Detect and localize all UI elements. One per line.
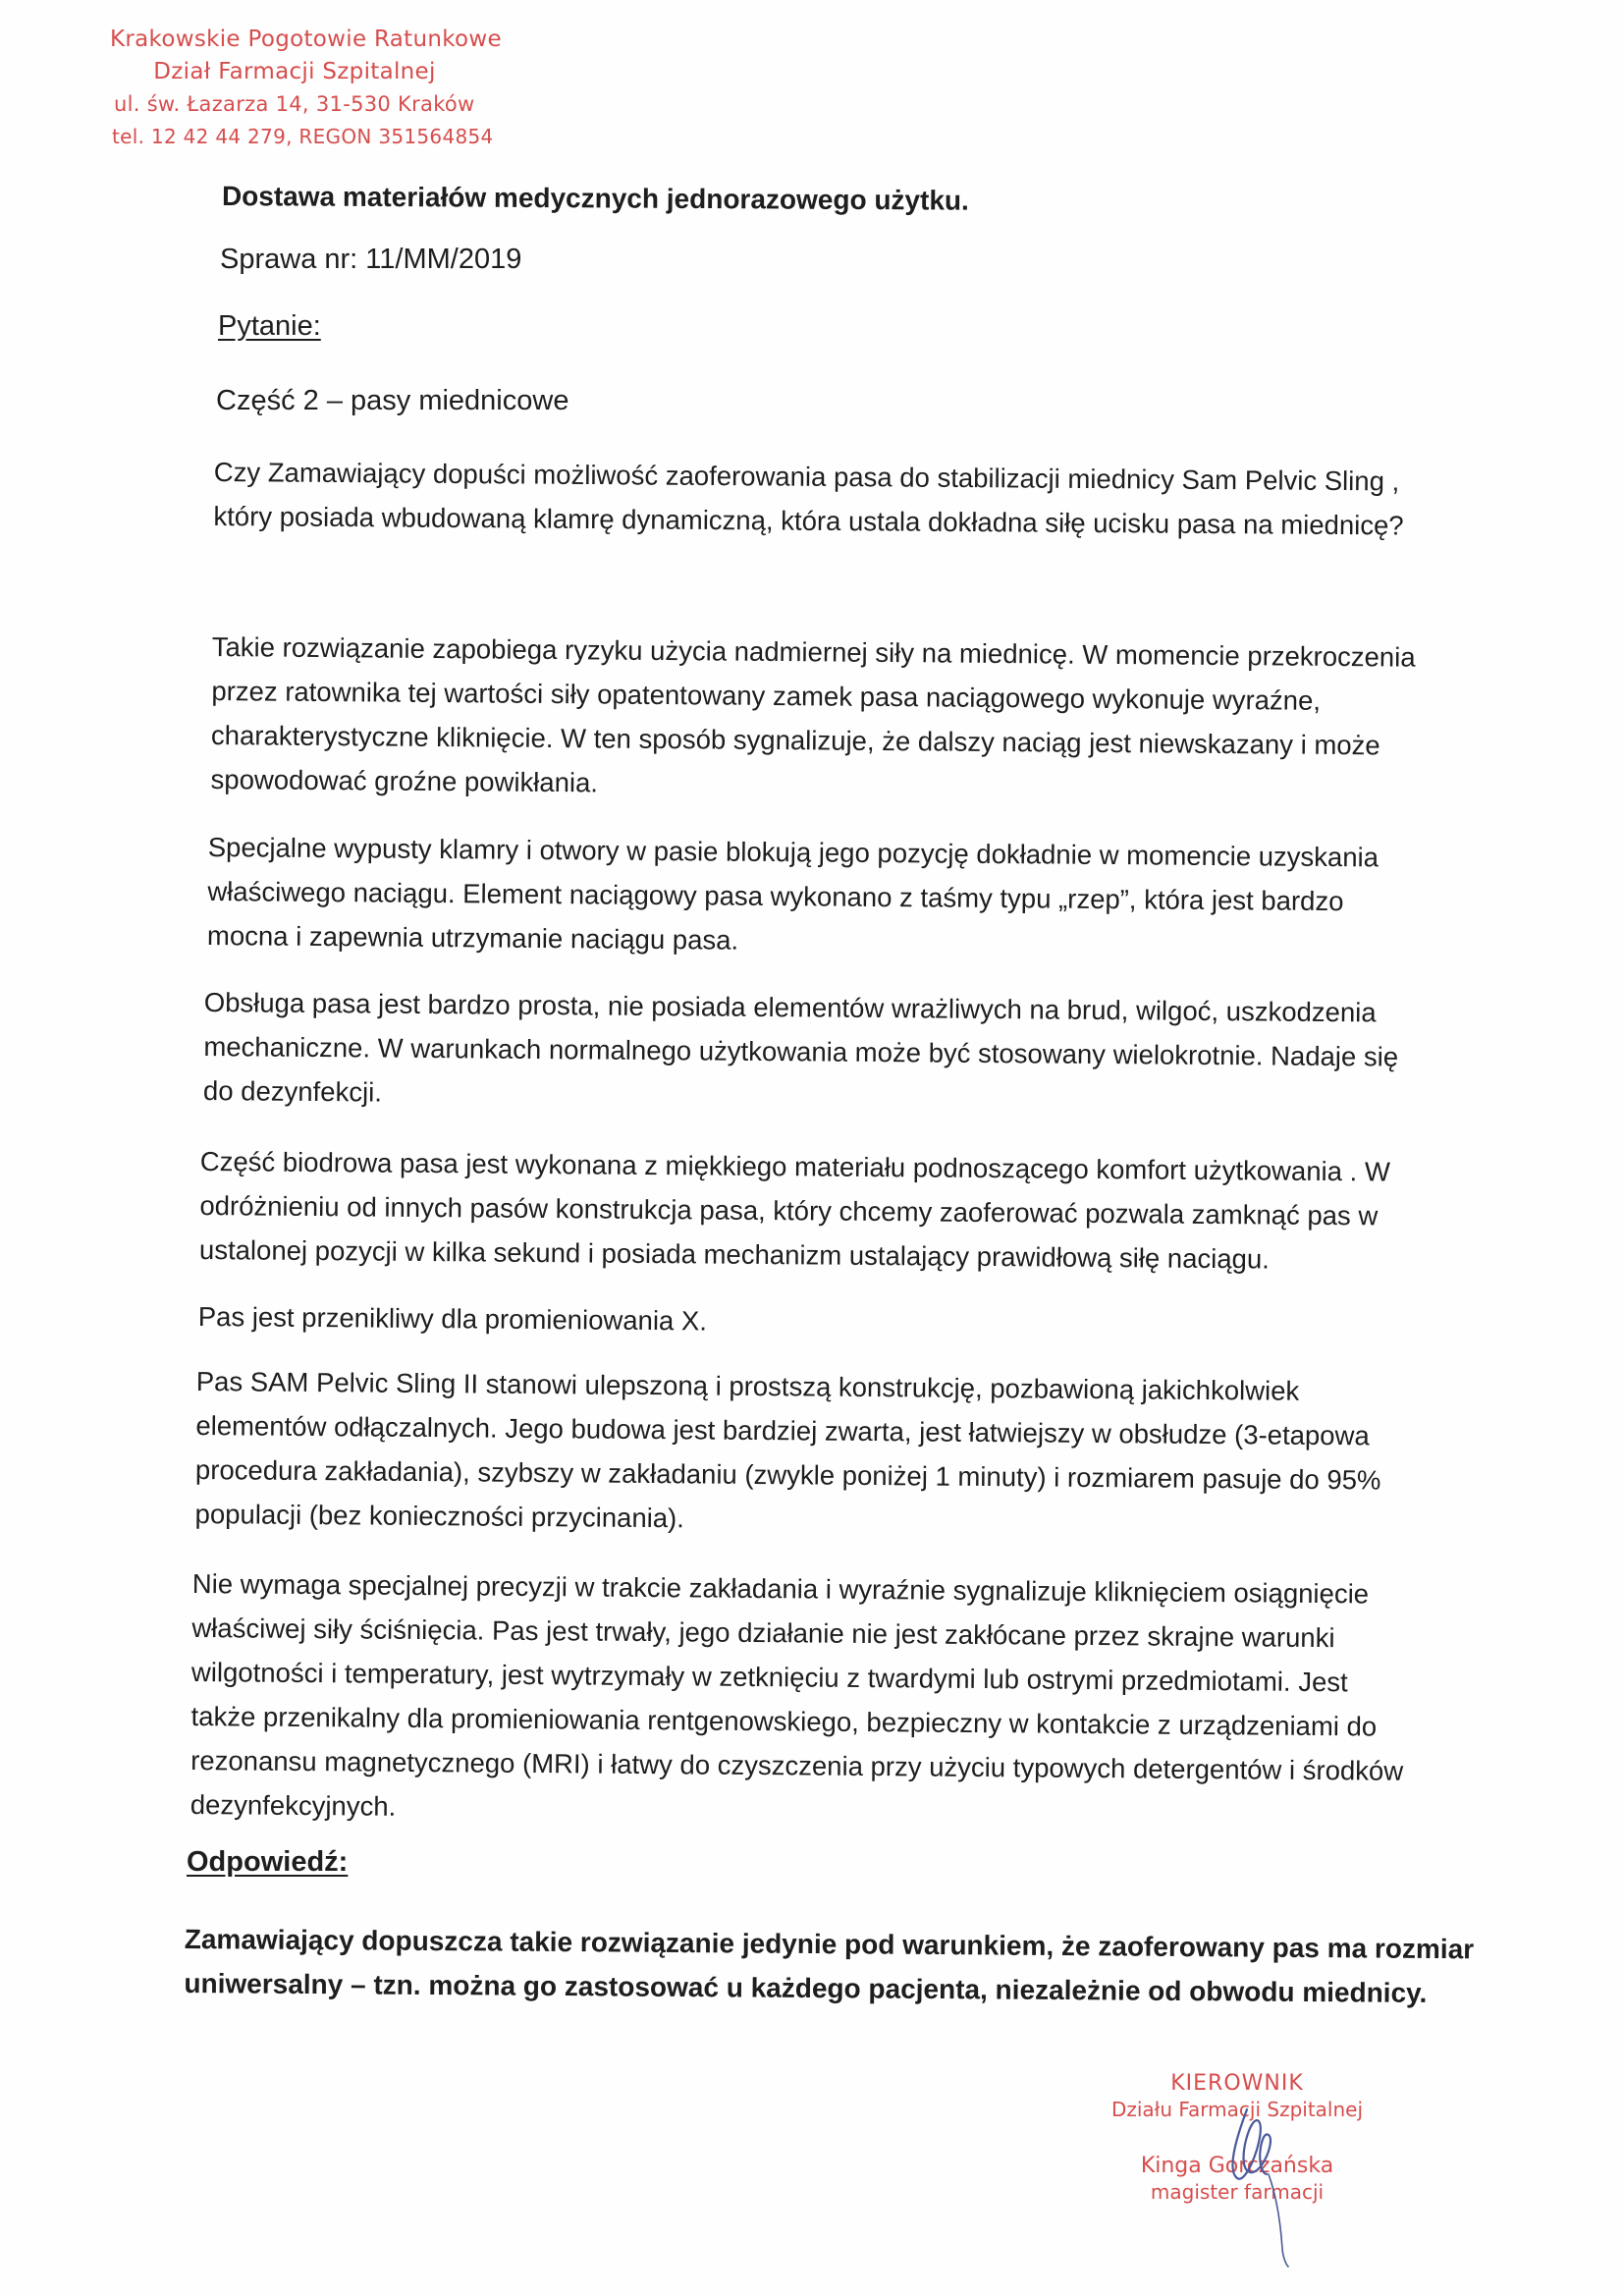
paragraph-line: rezonansu magnetycznego (MRI) i łatwy do czyszczenia przy użyciu typowych detergentów i środków bbox=[190, 1744, 1404, 1786]
paragraph-line: uniwersalny – tzn. można go zastosować u każdego pacjenta, niezależnie od obwodu miednicy. bbox=[184, 1967, 1428, 2008]
body-paragraph-3 bbox=[203, 980, 1399, 1123]
paragraph-line: właściwej siły ściśnięcia. Pas jest trwały, jego działanie nie jest zakłócane przez skrajne warunki bbox=[191, 1612, 1335, 1654]
paragraph-line: do dezynfekcji. bbox=[202, 1074, 383, 1108]
answer-paragraph bbox=[184, 1917, 1474, 2015]
stamp-signer-name: Kinga Gorczańska bbox=[1140, 2154, 1334, 2178]
body-paragraph-5 bbox=[198, 1294, 708, 1343]
paragraph-line: ustalonej pozycji w kilka sekund i posiada mechanizm ustalający prawidłową siłę naciągu. bbox=[198, 1233, 1270, 1275]
paragraph-line: Część biodrowa pasa jest wykonana z miękkiego materiału podnoszącego komfort użytkowania . W bbox=[199, 1145, 1391, 1187]
handwritten-signature bbox=[1208, 2102, 1345, 2269]
paragraph-line: przez ratownika tej wartości siły opatentowany zamek pasa naciągowego wykonuje wyraźne, bbox=[211, 675, 1322, 716]
stamp-contact: tel. 12 42 44 279, REGON 351564854 bbox=[112, 125, 494, 148]
paragraph-line: Pas SAM Pelvic Sling II stanowi ulepszoną i prostszą konstrukcję, pozbawioną jakichkolwiek bbox=[195, 1365, 1300, 1406]
paragraph-line: Obsługa pasa jest bardzo prosta, nie posiada elementów wrażliwych na brud, wilgoć, uszkodzenia bbox=[203, 986, 1377, 1028]
paragraph-line: Specjalne wypusty klamry i otwory w pasie blokują jego pozycję dokładnie w momencie uzyskania bbox=[207, 831, 1380, 873]
paragraph-line: Zamawiający dopuszcza takie rozwiązanie jedynie pod warunkiem, że zaoferowany pas ma rozmiar bbox=[184, 1923, 1475, 1965]
question-paragraph bbox=[213, 450, 1404, 548]
body-paragraph-4 bbox=[199, 1139, 1390, 1283]
stamp-address: ul. św. Łazarza 14, 31-530 Kraków bbox=[114, 92, 475, 116]
paragraph-line: procedura zakładania), szybszy w zakładaniu (zwykle poniżej 1 minuty) i rozmiarem pasuje do 95% bbox=[194, 1453, 1381, 1496]
stamp-department: Dział Farmacji Szpitalnej bbox=[153, 59, 436, 84]
stamp-organization-name: Krakowskie Pogotowie Ratunkowe bbox=[110, 27, 502, 52]
paragraph-line: mocna i zapewnia utrzymanie naciągu pasa. bbox=[206, 919, 739, 956]
paragraph-line: mechaniczne. W warunkach normalnego użytkowania może być stosowany wielokrotnie. Nadaje się bbox=[203, 1030, 1399, 1072]
document-title: Dostawa materiałów medycznych jednorazowego użytku. bbox=[221, 181, 969, 216]
part-heading: Część 2 – pasy miednicowe bbox=[216, 385, 569, 416]
paragraph-line: Nie wymaga specjalnej precyzji w trakcie zakładania i wyraźnie sygnalizuje kliknięciem osiągnięcie bbox=[191, 1567, 1370, 1610]
paragraph-line: elementów odłączalnych. Jego budowa jest bardziej zwarta, jest łatwiejszy w obsłudze (3-etapowa bbox=[195, 1409, 1370, 1451]
stamp-signer-role: magister farmacji bbox=[1150, 2180, 1325, 2204]
paragraph-line: Takie rozwiązanie zapobiega ryzyku użycia nadmiernej siły na miednicę. W momencie przekroczenia bbox=[211, 630, 1416, 673]
paragraph-line: spowodować groźne powikłania. bbox=[210, 763, 599, 798]
paragraph-line: Pas jest przenikliwy dla promieniowania X. bbox=[197, 1300, 708, 1337]
stamp-signer-department: Działu Farmacji Szpitalnej bbox=[1110, 2098, 1364, 2121]
body-paragraph-2 bbox=[207, 825, 1379, 967]
paragraph-line: odróżnieniu od innych pasów konstrukcja pasa, który chcemy zaoferować pozwala zamknąć pas w bbox=[199, 1189, 1379, 1231]
paragraph-line: także przenikalny dla promieniowania rentgenowskiego, bezpieczny w kontakcie z urządzeniami do bbox=[190, 1700, 1378, 1742]
paragraph-line: który posiada wbudowaną klamrę dynamiczną, która ustala dokładna siłę ucisku pasa na miednicę? bbox=[213, 500, 1404, 541]
paragraph-line: wilgotności i temperatury, jest wytrzymały w zetknięciu z twardymi lub ostrymi przedmiotami. Jest bbox=[190, 1656, 1348, 1698]
case-number: Sprawa nr: 11/MM/2019 bbox=[220, 244, 522, 275]
question-heading: Pytanie: bbox=[218, 310, 321, 342]
body-paragraph-1 bbox=[210, 625, 1415, 812]
body-paragraph-6 bbox=[194, 1359, 1381, 1547]
stamp-title: KIEROWNIK bbox=[1170, 2071, 1304, 2096]
paragraph-line: Czy Zamawiający dopuści możliwość zaoferowania pasa do stabilizacji miednicy Sam Pelvic Sling , bbox=[213, 456, 1400, 497]
answer-heading: Odpowiedź: bbox=[187, 1846, 349, 1878]
paragraph-line: właściwego naciągu. Element naciągowy pasa wykonano z taśmy typu „rzep”, która jest bardzo bbox=[207, 875, 1344, 917]
paragraph-line: populacji (bez konieczności przycinania). bbox=[194, 1498, 685, 1534]
paragraph-line: charakterystyczne kliknięcie. W ten sposób sygnalizuje, że dalszy naciąg jest niewskazany i może bbox=[210, 719, 1380, 761]
paragraph-line: dezynfekcyjnych. bbox=[189, 1788, 397, 1822]
body-paragraph-7 bbox=[190, 1561, 1405, 1837]
